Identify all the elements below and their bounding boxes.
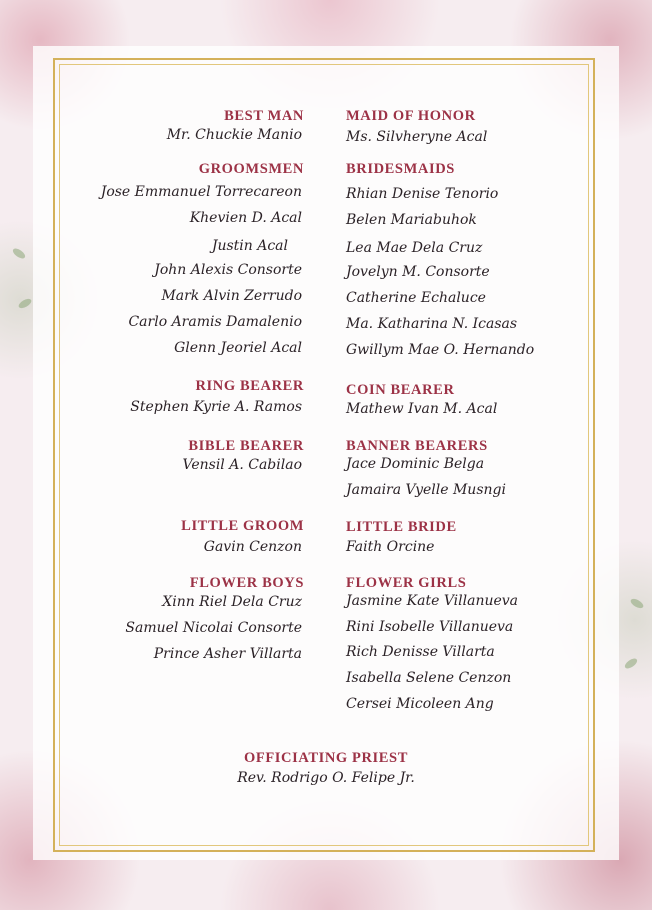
name-flower-girl: Rini Isobelle Villanueva	[346, 619, 514, 635]
name-groomsman: Glenn Jeoriel Acal	[174, 340, 302, 356]
name-little-bride: Faith Orcine	[346, 539, 435, 555]
name-bible-bearer: Vensil A. Cabilao	[182, 457, 302, 473]
name-flower-girl: Isabella Selene Cenzon	[346, 670, 512, 686]
name-coin-bearer: Mathew Ivan M. Acal	[346, 401, 498, 417]
name-officiating-priest: Rev. Rodrigo O. Felipe Jr.	[237, 770, 415, 786]
name-banner-bearer: Jamaira Vyelle Musngi	[346, 482, 506, 498]
name-bridesmaid: Ma. Katharina N. Icasas	[346, 316, 518, 332]
name-bridesmaid: Lea Mae Dela Cruz	[346, 240, 483, 256]
gold-frame-inner	[59, 64, 589, 846]
name-groomsman: Khevien D. Acal	[189, 210, 302, 226]
name-best-man: Mr. Chuckie Manio	[166, 127, 302, 143]
name-bridesmaid: Gwillym Mae O. Hernando	[346, 342, 535, 358]
role-flower-boys: FLOWER BOYS	[189, 575, 304, 591]
name-bridesmaid: Rhian Denise Tenorio	[346, 186, 499, 202]
name-ring-bearer: Stephen Kyrie A. Ramos	[130, 399, 302, 415]
role-officiating-priest: OFFICIATING PRIEST	[243, 750, 408, 766]
role-flower-girls: FLOWER GIRLS	[346, 575, 467, 591]
name-groomsman: Jose Emmanuel Torrecareon	[100, 184, 302, 200]
role-bridesmaids: BRIDESMAIDS	[346, 161, 455, 177]
role-ring-bearer: RING BEARER	[195, 378, 304, 394]
role-maid-of-honor: MAID OF HONOR	[346, 108, 476, 124]
name-flower-boy: Samuel Nicolai Consorte	[125, 620, 302, 636]
name-maid-of-honor: Ms. Silvheryne Acal	[346, 129, 488, 145]
name-groomsman: John Alexis Consorte	[154, 262, 302, 278]
role-best-man: BEST MAN	[224, 108, 304, 124]
name-flower-boy: Prince Asher Villarta	[153, 646, 302, 662]
name-groomsman: Justin Acal	[211, 238, 288, 254]
role-coin-bearer: COIN BEARER	[346, 382, 455, 398]
name-groomsman: Mark Alvin Zerrudo	[161, 288, 302, 304]
role-little-bride: LITTLE BRIDE	[346, 519, 457, 535]
name-groomsman: Carlo Aramis Damalenio	[128, 314, 302, 330]
name-flower-boy: Xinn Riel Dela Cruz	[162, 594, 302, 610]
role-little-groom: LITTLE GROOM	[181, 518, 304, 534]
role-bible-bearer: BIBLE BEARER	[188, 438, 304, 454]
name-banner-bearer: Jace Dominic Belga	[346, 456, 485, 472]
name-bridesmaid: Catherine Echaluce	[346, 290, 486, 306]
name-bridesmaid: Jovelyn M. Consorte	[346, 264, 490, 280]
role-banner-bearers: BANNER BEARERS	[346, 438, 488, 454]
role-groomsmen: GROOMSMEN	[198, 161, 304, 177]
name-bridesmaid: Belen Mariabuhok	[346, 212, 477, 228]
name-little-groom: Gavin Cenzon	[203, 539, 302, 555]
name-flower-girl: Cersei Micoleen Ang	[346, 696, 494, 712]
name-flower-girl: Rich Denisse Villarta	[346, 644, 495, 660]
name-flower-girl: Jasmine Kate Villanueva	[346, 593, 519, 609]
